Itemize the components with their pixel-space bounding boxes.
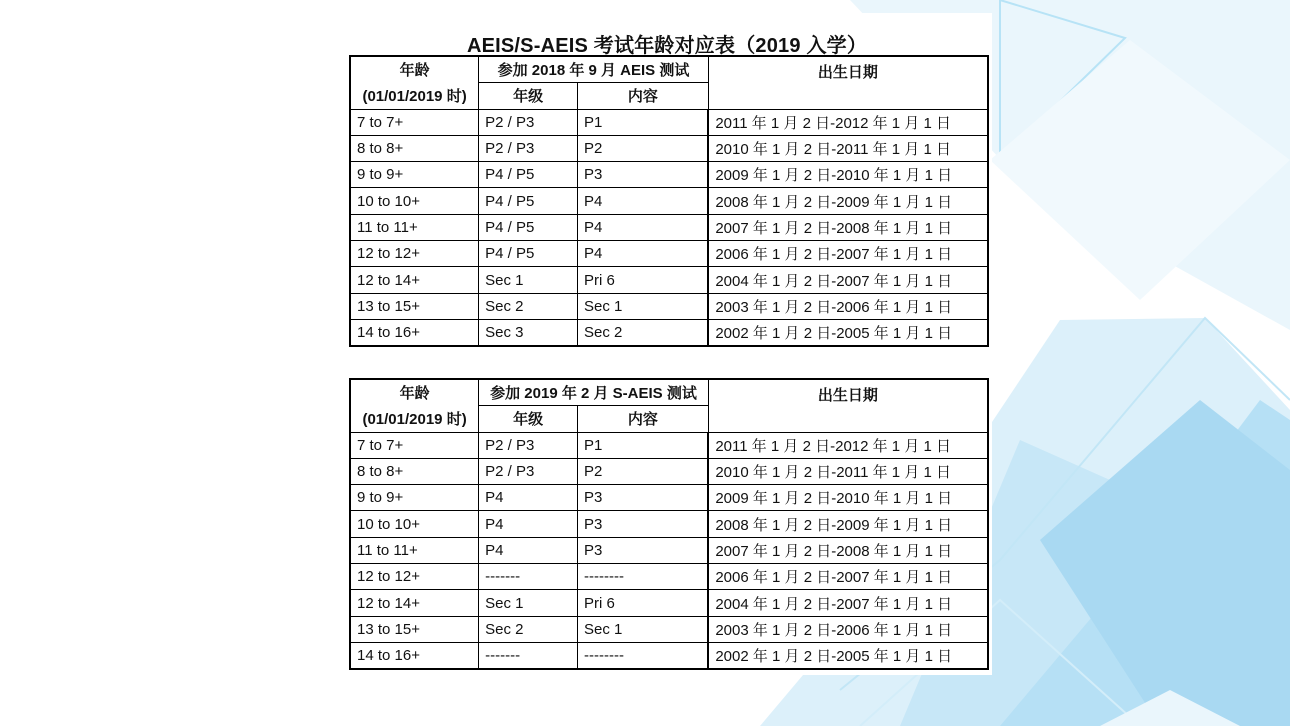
- cell-birth-date: 2009 年 1 月 2 日-2010 年 1 月 1 日: [708, 162, 988, 188]
- cell-birth-date: 2007 年 1 月 2 日-2008 年 1 月 1 日: [708, 537, 988, 563]
- document-panel: [342, 13, 992, 675]
- cell-content: --------: [578, 564, 709, 590]
- table-row: [350, 511, 988, 537]
- header-grade: 年级: [479, 406, 578, 432]
- cell-birth-date: 2007 年 1 月 2 日-2008 年 1 月 1 日: [708, 214, 988, 240]
- cell-birth-date: 2003 年 1 月 2 日-2006 年 1 月 1 日: [708, 293, 988, 319]
- cell-age: 12 to 12+: [350, 564, 479, 590]
- table-row: [350, 241, 988, 267]
- cell-age: 7 to 7+: [350, 109, 479, 135]
- cell-age: 9 to 9+: [350, 162, 479, 188]
- aeis-age-table: [349, 55, 989, 347]
- header-birth-date: 出生日期: [708, 56, 988, 109]
- cell-content: P2: [578, 458, 709, 484]
- cell-grade: -------: [479, 564, 578, 590]
- table-header-row: [350, 379, 988, 406]
- header-age-date: (01/01/2019 时): [350, 83, 479, 109]
- cell-age: 13 to 15+: [350, 293, 479, 319]
- header-age: 年龄: [350, 379, 479, 406]
- cell-grade: Sec 2: [479, 616, 578, 642]
- cell-grade: P4 / P5: [479, 241, 578, 267]
- cell-age: 12 to 14+: [350, 267, 479, 293]
- cell-age: 8 to 8+: [350, 458, 479, 484]
- cell-grade: -------: [479, 642, 578, 669]
- cell-grade: P4: [479, 511, 578, 537]
- table-row: [350, 616, 988, 642]
- table-row: [350, 109, 988, 135]
- cell-birth-date: 2002 年 1 月 2 日-2005 年 1 月 1 日: [708, 319, 988, 346]
- cell-age: 10 to 10+: [350, 188, 479, 214]
- cell-content: P4: [578, 241, 709, 267]
- header-age-date: (01/01/2019 时): [350, 406, 479, 432]
- table-header-row: [350, 56, 988, 83]
- table-body: [350, 109, 988, 346]
- cell-grade: P2 / P3: [479, 109, 578, 135]
- cell-birth-date: 2011 年 1 月 2 日-2012 年 1 月 1 日: [708, 109, 988, 135]
- table-row: [350, 214, 988, 240]
- cell-age: 14 to 16+: [350, 642, 479, 669]
- cell-grade: P4: [479, 485, 578, 511]
- header-content: 内容: [578, 83, 709, 109]
- table-row: [350, 267, 988, 293]
- cell-content: P2: [578, 135, 709, 161]
- cell-birth-date: 2006 年 1 月 2 日-2007 年 1 月 1 日: [708, 564, 988, 590]
- cell-content: Sec 2: [578, 319, 709, 346]
- cell-grade: P4 / P5: [479, 162, 578, 188]
- cell-birth-date: 2009 年 1 月 2 日-2010 年 1 月 1 日: [708, 485, 988, 511]
- cell-content: Sec 1: [578, 293, 709, 319]
- cell-grade: P4: [479, 537, 578, 563]
- cell-grade: P2 / P3: [479, 135, 578, 161]
- cell-age: 8 to 8+: [350, 135, 479, 161]
- header-age: 年龄: [350, 56, 479, 83]
- table-row: [350, 590, 988, 616]
- table-row: [350, 458, 988, 484]
- header-content: 内容: [578, 406, 709, 432]
- cell-content: Pri 6: [578, 590, 709, 616]
- cell-content: P1: [578, 109, 709, 135]
- table-row: [350, 485, 988, 511]
- cell-birth-date: 2004 年 1 月 2 日-2007 年 1 月 1 日: [708, 590, 988, 616]
- cell-grade: P2 / P3: [479, 432, 578, 458]
- cell-grade: P2 / P3: [479, 458, 578, 484]
- cell-content: Sec 1: [578, 616, 709, 642]
- cell-age: 7 to 7+: [350, 432, 479, 458]
- cell-age: 14 to 16+: [350, 319, 479, 346]
- cell-content: P3: [578, 485, 709, 511]
- table-row: [350, 188, 988, 214]
- table-row: [350, 642, 988, 669]
- cell-age: 12 to 14+: [350, 590, 479, 616]
- table-row: [350, 162, 988, 188]
- cell-age: 11 to 11+: [350, 537, 479, 563]
- cell-age: 11 to 11+: [350, 214, 479, 240]
- s-aeis-age-table: [349, 378, 989, 670]
- cell-grade: Sec 2: [479, 293, 578, 319]
- cell-grade: Sec 1: [479, 267, 578, 293]
- cell-grade: Sec 3: [479, 319, 578, 346]
- cell-content: P4: [578, 214, 709, 240]
- cell-content: P1: [578, 432, 709, 458]
- cell-grade: P4 / P5: [479, 188, 578, 214]
- cell-birth-date: 2006 年 1 月 2 日-2007 年 1 月 1 日: [708, 241, 988, 267]
- header-test-group: 参加 2018 年 9 月 AEIS 测试: [479, 56, 709, 83]
- cell-age: 10 to 10+: [350, 511, 479, 537]
- table-row: [350, 537, 988, 563]
- table-row: [350, 319, 988, 346]
- header-birth-date: 出生日期: [708, 379, 988, 432]
- cell-birth-date: 2010 年 1 月 2 日-2011 年 1 月 1 日: [708, 135, 988, 161]
- table-row: [350, 293, 988, 319]
- cell-birth-date: 2002 年 1 月 2 日-2005 年 1 月 1 日: [708, 642, 988, 669]
- cell-content: P3: [578, 162, 709, 188]
- header-grade: 年级: [479, 83, 578, 109]
- cell-birth-date: 2008 年 1 月 2 日-2009 年 1 月 1 日: [708, 511, 988, 537]
- table-row: [350, 135, 988, 161]
- table-body: [350, 432, 988, 669]
- page-title: AEIS/S-AEIS 考试年龄对应表（2019 入学）: [466, 35, 868, 57]
- cell-content: Pri 6: [578, 267, 709, 293]
- cell-age: 12 to 12+: [350, 241, 479, 267]
- cell-age: 13 to 15+: [350, 616, 479, 642]
- cell-birth-date: 2003 年 1 月 2 日-2006 年 1 月 1 日: [708, 616, 988, 642]
- cell-content: P4: [578, 188, 709, 214]
- cell-content: P3: [578, 537, 709, 563]
- header-test-group: 参加 2019 年 2 月 S-AEIS 测试: [479, 379, 709, 406]
- cell-grade: P4 / P5: [479, 214, 578, 240]
- cell-age: 9 to 9+: [350, 485, 479, 511]
- cell-content: --------: [578, 642, 709, 669]
- table-row: [350, 432, 988, 458]
- cell-birth-date: 2004 年 1 月 2 日-2007 年 1 月 1 日: [708, 267, 988, 293]
- cell-content: P3: [578, 511, 709, 537]
- cell-birth-date: 2010 年 1 月 2 日-2011 年 1 月 1 日: [708, 458, 988, 484]
- table-row: [350, 564, 988, 590]
- cell-birth-date: 2011 年 1 月 2 日-2012 年 1 月 1 日: [708, 432, 988, 458]
- cell-grade: Sec 1: [479, 590, 578, 616]
- cell-birth-date: 2008 年 1 月 2 日-2009 年 1 月 1 日: [708, 188, 988, 214]
